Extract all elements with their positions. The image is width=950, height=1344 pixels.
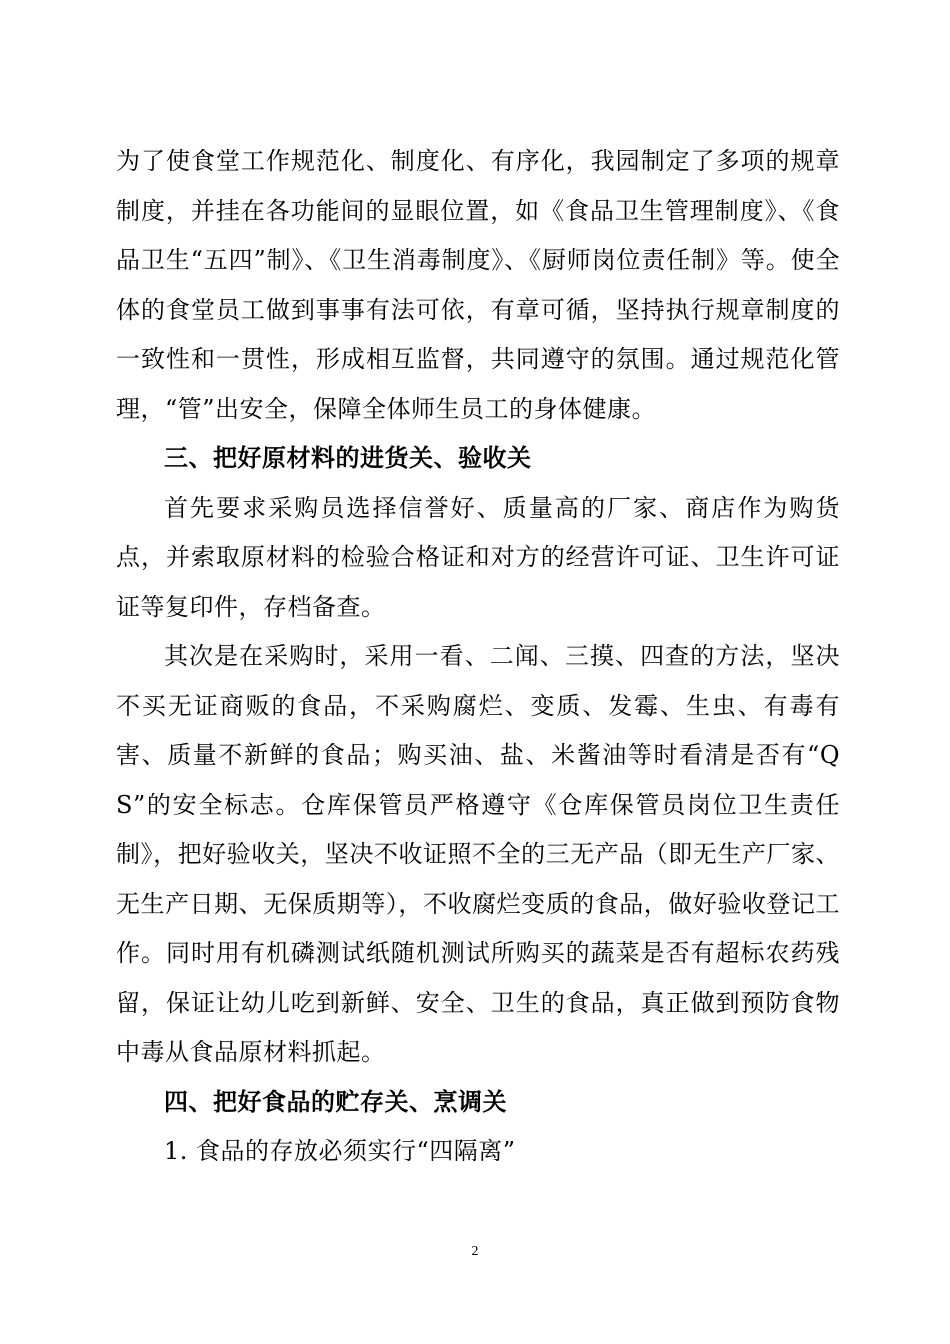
- section-heading-4: 四、把好食品的贮存关、烹调关: [164, 1087, 507, 1116]
- paragraph-regulations: 为了使食堂工作规范化、制度化、有序化，我园制定了多项的规章制度，并挂在各功能间的显眼位置，如《食品卫生管理制度》、《食品卫生“五四”制》、《卫生消毒制度》、《厨师岗位责任制》等。使全体的食堂员工做到事事有法可依，有章可循，坚持执行规章制度的一致性和一贯性，形成相互监督，共同遵守的氛围。通过规范化管理，“管”出安全，保障全体师生员工的身体健康。: [116, 147, 840, 423]
- document-body: [116, 137, 840, 1177]
- paragraph-supplier-selection: 首先要求采购员选择信誉好、质量高的厂家、商店作为购货点，并索取原材料的检验合格证和对方的经营许可证、卫生许可证证等复印件，存档备查。: [116, 493, 840, 621]
- page-number: 2: [471, 1244, 479, 1259]
- section-heading-3: 三、把好原材料的进货关、验收关: [164, 444, 532, 472]
- paragraph-purchase-inspection: 其次是在采购时，采用一看、二闻、三摸、四查的方法，坚决不买无证商贩的食品，不采购腐烂、变质、发霉、生虫、有毒有害、质量不新鲜的食品；购买油、盐、米酱油等时看清是否有“QS”的安全标志。仓库保管员严格遵守《仓库保管员岗位卫生责任制》，把好验收关，坚决不收证照不全的三无产品（即无生产厂家、无生产日期、无保质期等），不收腐烂变质的食品，做好验收登记工作。同时用有机磷测试纸随机测试所购买的蔬菜是否有超标农药残留，保证让幼儿吃到新鲜、安全、卫生的食品，真正做到预防食物中毒从食品原材料抓起。: [116, 642, 840, 1066]
- list-item-four-isolations: 1. 食品的存放必须实行“四隔离”: [164, 1137, 516, 1165]
